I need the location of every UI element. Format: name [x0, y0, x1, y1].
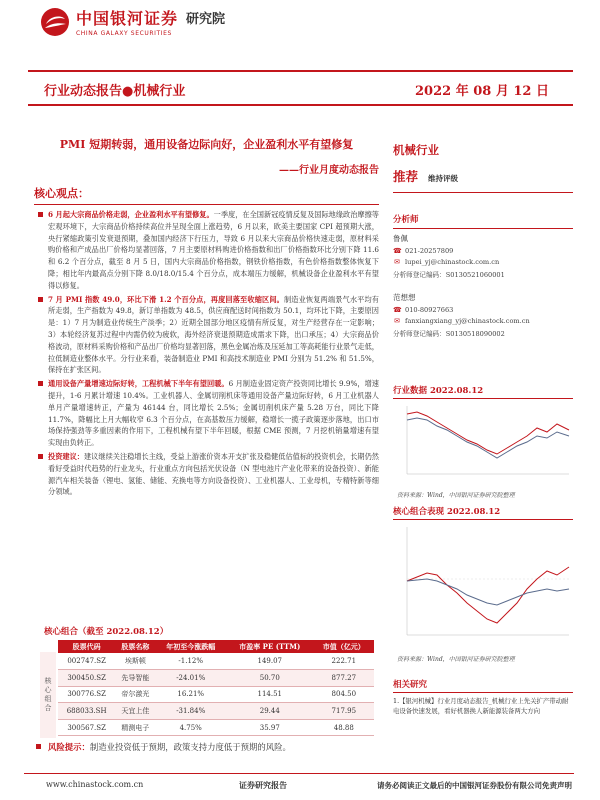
risk-label: 风险提示：: [48, 742, 90, 752]
analyst-cert: 分析师登记编码：S0130518090002: [393, 330, 505, 338]
brand-name-cn: 中国银河证券: [76, 9, 179, 28]
footer-disclaimer: 请务必阅读正文最后的中国银河证券股份有限公司免责声明: [377, 781, 572, 790]
brand-subtitle: 研究院: [186, 12, 226, 27]
sidebar: [393, 142, 573, 338]
risk-text: 制造业投资低于预期，政策支持力度低于预期的风险。: [89, 742, 291, 752]
phone-icon: ☎: [393, 306, 402, 314]
risk-warning: [48, 741, 291, 753]
divider: [393, 519, 573, 520]
column-header: 市盈率 PE (TTM): [226, 640, 314, 653]
galaxy-logo-icon: [40, 7, 70, 37]
ytd-change: -1.12%: [156, 653, 226, 670]
ytd-change: -31.84%: [156, 703, 226, 720]
core-views-title: 核心观点：: [34, 187, 89, 200]
footer-url[interactable]: www.chinastock.com.cn: [46, 780, 144, 789]
stock-name: 精测电子: [115, 719, 155, 736]
benchmark-series: [407, 579, 569, 605]
column-header: 年初至今涨跌幅: [156, 640, 226, 653]
email-icon: ✉: [394, 317, 400, 325]
divider: [393, 228, 573, 229]
divider: [393, 692, 573, 693]
analyst-cert: 分析师登记编码：S0130521060001: [393, 271, 505, 279]
stock-code: 688033.SH: [58, 703, 115, 720]
stock-name: 先导智能: [115, 670, 155, 687]
table-row: [58, 670, 374, 687]
core-view-bullet: [34, 378, 379, 449]
analyst-title: 分析师: [393, 215, 419, 225]
bullet-highlight: 通用设备产量增速边际好转，工程机械下半年有望回暖。: [48, 379, 229, 389]
industry-series-a: [407, 412, 569, 454]
column-header: 市值（亿元）: [314, 640, 374, 653]
bullet-highlight: 7 月 PMI 指数 49.0，环比下滑 1.2 个百分点，再度回落至收缩区间。: [48, 294, 284, 304]
divider: [393, 398, 573, 399]
core-view-bullet: [34, 294, 379, 377]
portfolio-chart: [393, 523, 573, 643]
bullet-text: 一季度，在全国新冠疫情反复及国际地缘政治摩擦等宏观环境下，大宗商品价格持续高位并呈现全面上涨趋势，6 月以来，欧美主要国家 CPI 超预期大涨，央行紧缩政策引发衰退预期，叠加国内经济下行压力，导致 6 月以来大宗商品价格快速走弱，原材料采购价格和产成品出厂价格均显著回落，7 月主要原材料购进价格指数和出厂价格指数环比分别下降 11.6 和 6.2 个百分点，截至 8 月 5 日，国内大宗商品价格指数，钢铁价格指数，有色价格指数整体恢复下降；相比年内最高点分别下降 8.0/18.0/15.4 个百分点，成本端压力缓解，机械设备企业盈利水平有望得以修复。: [48, 210, 379, 290]
report-date: 2022 年 08 月 12 日: [415, 84, 549, 99]
bullet-text: 6 月制造业固定资产投资同比增长 9.9%，增速提升，1-6 月累计增速 10.4%。工业机器人、金属切削机床等通用设备产量边际好转，6 月工业机器人单月产量增速转正，产量为 46144 台，同比增长 2.5%；金属切削机床产量 5.28 万台，同比下降 11.7%，降幅比上月大幅收窄 6.3 个百分点，在高基数压力缓解，稳增长一揽子政策逐步落地，出口市场保持强劲等多重因素的作用下，工程机械有望下半年回暖，根据 CME 预测，7 月挖机销量增速有望实现由负转正。: [48, 379, 379, 448]
analyst-name: 鲁佩: [393, 234, 408, 243]
related-research-item[interactable]: 1.【银河机械】行业月度动态报告_机械行业上先关扩产带动耐电设备快速发展，看好机器换人新能源装备两大方向: [393, 697, 569, 715]
brand-name-en: CHINA GALAXY SECURITIES: [76, 30, 172, 37]
analyst-phone: ☎ 021-20257809: [393, 247, 454, 255]
table-header-row: [58, 640, 374, 653]
portfolio-chart-svg: [393, 523, 573, 643]
chart1-source: 资料来源：Wind，中国银河证券研究院整理: [397, 492, 515, 499]
portfolio-title: 核心组合（截至 2022.08.12）: [44, 627, 169, 637]
report-category: 行业动态报告●机械行业: [44, 84, 186, 99]
market-cap: 717.95: [314, 703, 374, 720]
portfolio-series: [407, 567, 569, 623]
sector-name: 机械行业: [393, 143, 439, 157]
stock-name: 天宜上佳: [115, 703, 155, 720]
bullet-highlight: 6 月起大宗商品价格走弱，企业盈利水平有望修复。: [48, 210, 214, 219]
divider: [34, 204, 379, 205]
table-row: [58, 719, 374, 736]
stock-name: 埃斯顿: [115, 653, 155, 670]
market-cap: 48.88: [314, 719, 374, 736]
page-footer: [24, 773, 574, 793]
pe-ttm: 114.51: [226, 686, 314, 703]
brand-logo: [40, 6, 225, 37]
footer-doc-type: 证券研究报告: [239, 780, 287, 790]
rating: 推荐: [393, 169, 419, 184]
column-header: 股票代码: [58, 640, 115, 653]
phone-icon: ☎: [393, 247, 402, 255]
pe-ttm: 149.07: [226, 653, 314, 670]
portfolio-side-label: 核心组合: [40, 652, 56, 738]
stock-code: 300450.SZ: [58, 670, 115, 687]
bullet-text: 建议继续关注稳增长主线，受益上游涨价资本开支扩张及稳健低估值标的投资机会，长期仍然看好受益时代趋势的行业龙头，行业重点方向包括光伏设备（N 型电池片产业化带来的设备投资）、新能源汽车相关装备（锂电、氢能、储能、充换电等方向设备投资）、工业机器人、工业母机，专精特新等细分领域。: [48, 451, 379, 497]
industry-chart-svg: [393, 402, 573, 480]
email-icon: ✉: [394, 258, 400, 266]
report-title-bar: [28, 70, 573, 106]
ytd-change: -24.01%: [156, 670, 226, 687]
market-cap: 877.27: [314, 670, 374, 687]
report-headline: PMI 短期转弱，通用设备边际向好，企业盈利水平有望修复: [59, 138, 354, 151]
stock-name: 帝尔激光: [115, 686, 155, 703]
chart2-source: 资料来源：Wind，中国银河证券研究院整理: [397, 656, 515, 663]
analyst-email[interactable]: ✉ fanxiangxiang_yj@chinastock.com.cn: [394, 317, 530, 325]
table-row: [58, 686, 374, 703]
analyst-phone: ☎ 010-80927663: [393, 306, 454, 314]
pe-ttm: 29.44: [226, 703, 314, 720]
ytd-change: 16.21%: [156, 686, 226, 703]
portfolio-table: [58, 640, 374, 736]
related-research-title: 相关研究: [393, 680, 428, 690]
rating-row: [393, 167, 573, 193]
analyst-name: 范想想: [393, 293, 416, 302]
report-main: [34, 136, 379, 498]
rating-sub: 维持评级: [428, 174, 459, 183]
chart2-title: 核心组合表现 2022.08.12: [393, 507, 501, 517]
table-row: [58, 703, 374, 720]
market-cap: 222.71: [314, 653, 374, 670]
ytd-change: 4.75%: [156, 719, 226, 736]
stock-code: 300776.SZ: [58, 686, 115, 703]
core-view-bullet: [34, 451, 379, 498]
page-header: [0, 0, 600, 48]
column-header: 股票名称: [115, 640, 155, 653]
table-row: [58, 653, 374, 670]
industry-chart: [393, 402, 573, 480]
market-cap: 804.50: [314, 686, 374, 703]
pe-ttm: 35.97: [226, 719, 314, 736]
industry-series-b: [407, 418, 569, 458]
analyst-email[interactable]: ✉ lupei_yj@chinastock.com.cn: [394, 258, 500, 266]
bullet-text: 制造业恢复两端景气水平均有所走弱，生产指数为 49.8，新订单指数为 48.5，供应商配送时间指数为 50.1，均环比下降，主要原因是：1）7 月为制造业传统生产淡季；2）近期全国部分地区疫情有所反复，对生产经营存在一定影响；3）本轮经济复苏过程中内需仍较为疲软，海外经济衰退预期造成需求下降，出口承压；4）大宗商品价格波动，原材料采购价格和产品出厂价格均显著回落，黑色金属冶炼及压延加工等高耗能行业景气走低，拉低制造业整体水平。分行业来看，装备制造业 PMI 和高技术制造业 PMI 分别为 51.2% 和 51.5%，保持在扩张区间。: [48, 294, 379, 375]
pe-ttm: 50.70: [226, 670, 314, 687]
stock-code: 300567.SZ: [58, 719, 115, 736]
core-view-bullet: [34, 209, 379, 292]
bullet-highlight: 投资建议：: [48, 451, 84, 461]
report-subhead: ——行业月度动态报告: [279, 165, 379, 176]
chart1-title: 行业数据 2022.08.12: [393, 386, 484, 396]
stock-code: 002747.SZ: [58, 653, 115, 670]
